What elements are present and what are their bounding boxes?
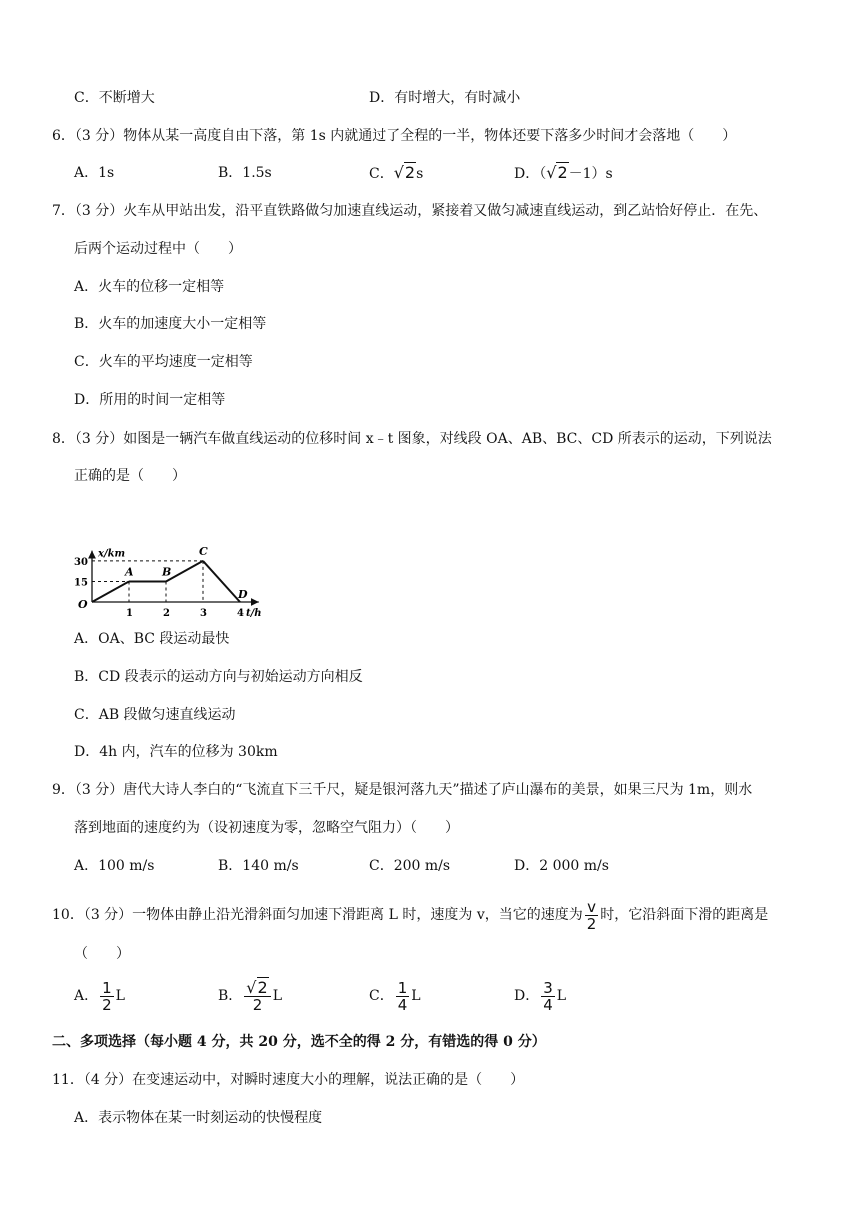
y-tick-15: 15 <box>74 577 88 589</box>
x-axis-label: t/h <box>246 608 262 619</box>
q8-option-d: D．4h 内，汽车的位移为 30km <box>74 744 278 760</box>
point-label-D: D <box>238 588 248 601</box>
q6-option-b: B．1.5s <box>218 165 272 181</box>
q9-stem-line1: 9．（3 分）唐代大诗人李白的“飞流直下三千尺，疑是银河落九天”描述了庐山瀑布的美景，如果三尺为 1m，则水 <box>52 782 753 798</box>
y-axis-label: x/km <box>98 548 126 560</box>
q5-option-c: C．不断增大 <box>74 90 155 106</box>
q8-stem-line1: 8．（3 分）如图是一辆汽车做直线运动的位移时间 x﹣t 图象，对线段 OA、AB、BC、CD 所表示的运动，下列说法 <box>52 431 772 447</box>
segment-OA <box>92 581 129 602</box>
q11-stem: 11．（4 分）在变速运动中，对瞬时速度大小的理解，说法正确的是（ ） <box>52 1072 525 1088</box>
x-tick-1: 1 <box>126 608 133 619</box>
q10-stem-line1: 10．（3 分）一物体由静止沿光滑斜面匀加速下滑距离 L 时，速度为 v，当它的速度为 $\frac{v}{2}$ 时，它沿斜面下滑的距离是 <box>52 897 769 933</box>
section-2-heading: 二、多项选择（每小题 4 分，共 20 分，选不全的得 2 分，有错选的得 0 分） <box>52 1034 546 1050</box>
point-label-B: B <box>162 565 172 579</box>
q6-option-c: C．√2s <box>369 163 424 182</box>
q10-option-b: B． $\frac{√2}{2}$ L <box>218 977 282 1014</box>
q7-stem-line2: 后两个运动过程中（ ） <box>74 241 242 257</box>
q11-option-a: A．表示物体在某一时刻运动的快慢程度 <box>74 1110 323 1126</box>
fraction-v-over-2: $\frac{v}{2}$ <box>586 897 597 933</box>
q7-option-b: B．火车的加速度大小一定相等 <box>74 316 267 332</box>
q8-option-c: C．AB 段做匀速直线运动 <box>74 707 236 723</box>
q7-stem-line1: 7．（3 分）火车从甲站出发，沿平直铁路做匀加速直线运动，紧接着又做匀减速直线运动，到乙站恰好停止．在先、 <box>52 203 768 219</box>
segment-BC <box>166 561 203 582</box>
q9-option-c: C．200 m/s <box>369 858 451 874</box>
q10-option-a: A． $\frac{1}{2}$ L <box>74 978 125 1014</box>
point-label-C: C <box>199 544 208 558</box>
q7-option-d: D．所用的时间一定相等 <box>74 392 226 408</box>
q10-option-d: D． $\frac{3}{4}$ L <box>514 978 567 1014</box>
origin-label: O <box>78 598 88 611</box>
y-tick-30: 30 <box>74 556 88 568</box>
q9-stem-line2: 落到地面的速度约为（设初速度为零，忽略空气阻力）（ ） <box>74 820 459 836</box>
q8-option-b: B．CD 段表示的运动方向与初始运动方向相反 <box>74 669 363 685</box>
q6-option-a: A．1s <box>74 165 115 181</box>
x-tick-4: 4 <box>237 608 244 619</box>
point-label-A: A <box>125 565 134 579</box>
x-tick-3: 3 <box>200 608 207 619</box>
q8-option-a: A．OA、BC 段运动最快 <box>74 631 230 647</box>
segment-CD <box>203 561 240 602</box>
q9-option-b: B．140 m/s <box>218 858 299 874</box>
xt-graph <box>70 495 270 620</box>
q6-option-d: D．（√2－1）s <box>514 163 613 182</box>
q7-option-c: C．火车的平均速度一定相等 <box>74 354 253 370</box>
x-tick-2: 2 <box>163 608 170 619</box>
q6-stem: 6．（3 分）物体从某一高度自由下落，第 1s 内就通过了全程的一半，物体还要下落多少时间才会落地（ ） <box>52 128 737 144</box>
q10-option-c: C． $\frac{1}{4}$ L <box>369 978 421 1014</box>
q10-stem-line2: （ ） <box>74 946 130 962</box>
q9-option-d: D．2 000 m/s <box>514 858 609 874</box>
q8-stem-line2: 正确的是（ ） <box>74 468 186 484</box>
q7-option-a: A．火车的位移一定相等 <box>74 279 225 295</box>
q5-option-d: D．有时增大，有时减小 <box>369 90 521 106</box>
q9-option-a: A．100 m/s <box>74 858 155 874</box>
